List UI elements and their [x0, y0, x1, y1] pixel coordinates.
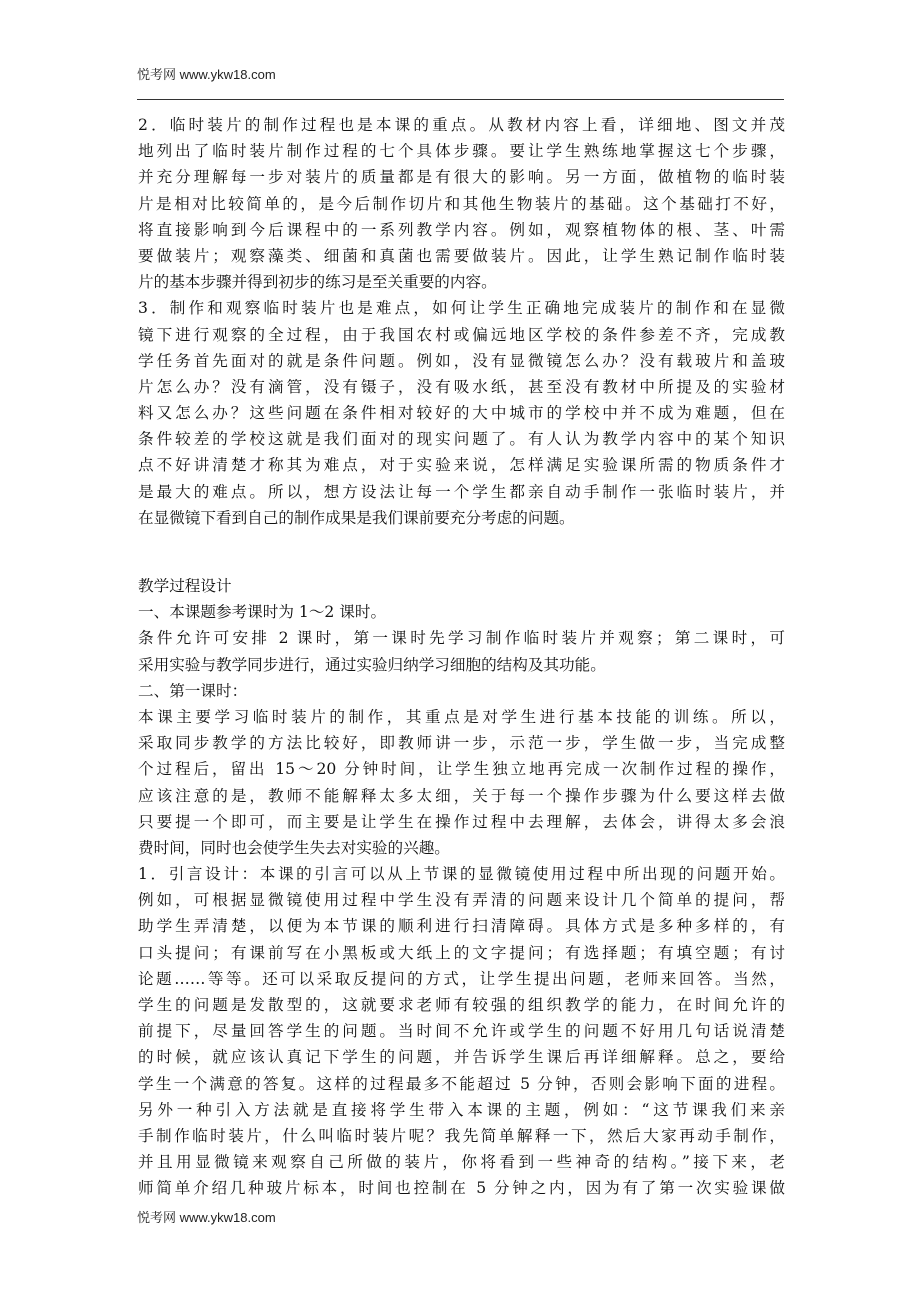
text-line: 应该注意的是，教师不能解释太多太细，关于每一个操作步骤为什么要这样去做	[138, 786, 785, 805]
paragraph-block-key-points	[138, 112, 798, 531]
text-line: 的时候，就应该认真记下学生的问题，并告诉学生课后再详细解释。总之，要给	[138, 1048, 785, 1067]
section-spacer	[138, 531, 798, 573]
text-line: 个过程后，留出 15～20 分钟时间，让学生独立地再完成一次制作过程的操作，	[138, 760, 785, 779]
text-line: 点不好讲清楚才称其为难点，对于实验来说，怎样满足实验课所需的物质条件才	[138, 456, 785, 475]
text-line: 镜下进行观察的全过程，由于我国农村或偏远地区学校的条件参差不齐，完成教	[138, 325, 785, 344]
text-line: 料又怎么办？这些问题在条件相对较好的大中城市的学校中并不成为难题，但在	[138, 404, 785, 423]
text-line: 在显微镜下看到自己的制作成果是我们课前要充分考虑的问题。	[138, 508, 575, 527]
text-line: 片是相对比较简单的，是今后制作切片和其他生物装片的基础。这个基础打不好，	[138, 194, 785, 213]
section-heading: 教学过程设计	[138, 577, 232, 595]
text-line: 论题……等等。还可以采取反提问的方式，让学生提出问题，老师来回答。当然，	[138, 969, 785, 988]
paragraph-block-teaching-design	[138, 573, 798, 1202]
text-line: 师简单介绍几种玻片标本，时间也控制在 5 分钟之内，因为有了第一次实验课做	[138, 1179, 785, 1198]
text-line: 只要提一个即可，而主要是让学生在操作过程中去理解，去体会，讲得太多会浪	[138, 812, 785, 831]
text-line: 2．临时装片的制作过程也是本课的重点。从教材内容上看，详细地、图文并茂	[138, 116, 785, 134]
text-line: 学生的问题是发散型的，这就要求老师有较强的组织教学的能力，在时间允许的	[138, 996, 785, 1014]
text-line: 例如，可根据显微镜使用过程中学生没有弄清的问题来设计几个简单的提问，帮	[138, 891, 785, 910]
header-divider	[137, 99, 784, 100]
text-line: 前提下，尽量回答学生的问题。当时间不允许或学生的问题不好用几句话说清楚	[138, 1022, 785, 1041]
text-line: 是最大的难点。所以，想方设法让每一个学生都亲自动手制作一张临时装片，并	[138, 482, 785, 501]
text-line: 助学生弄清楚，以便为本节课的顺利进行扫清障碍。具体方式是多种多样的，有	[138, 917, 785, 936]
text-line: 要做装片；观察藻类、细菌和真菌也需要做装片。因此，让学生熟记制作临时装	[138, 246, 785, 265]
text-line: 片怎么办？没有滴管，没有镊子，没有吸水纸，甚至没有教材中所提及的实验材	[138, 377, 785, 396]
text-line: 3．制作和观察临时装片也是难点，如何让学生正确地完成装片的制作和在显微	[138, 299, 785, 318]
text-line: 1．引言设计：本课的引言可以从上节课的显微镜使用过程中所出现的问题开始。	[138, 865, 785, 884]
text-line: 并充分理解每一步对装片的质量都是有很大的影响。另一方面，做植物的临时装	[138, 168, 785, 187]
text-line: 地列出了临时装片制作过程的七个具体步骤。要让学生熟练地掌握这七个步骤，	[138, 142, 785, 161]
text-line: 口头提问；有课前写在小黑板或大纸上的文字提问；有选择题；有填空题；有讨	[138, 943, 785, 962]
text-line: 条件允许可安排 2 课时，第一课时先学习制作临时装片并观察；第二课时，可	[138, 629, 785, 648]
text-line: 将直接影响到今后课程中的一系列教学内容。例如，观察植物体的根、茎、叶需	[138, 220, 785, 239]
text-line: 采取同步教学的方法比较好，即教师讲一步，示范一步，学生做一步，当完成整	[138, 734, 785, 753]
text-line: 一、本课题参考课时为 1～2 课时。	[138, 603, 387, 622]
text-line: 采用实验与教学同步进行，通过实验归纳学习细胞的结构及其功能。	[138, 655, 606, 674]
text-line: 并且用显微镜来观察自己所做的装片，你将看到一些神奇的结构。”接下来，老	[138, 1153, 785, 1172]
text-line: 学任务首先面对的就是条件问题。例如，没有显微镜怎么办？没有载玻片和盖玻	[138, 351, 785, 370]
site-header: 悦考网 www.ykw18.com	[137, 67, 276, 82]
text-line: 手制作临时装片，什么叫临时装片呢？我先简单解释一下，然后大家再动手制作，	[138, 1126, 785, 1145]
text-line: 条件较差的学校这就是我们面对的现实问题了。有人认为教学内容中的某个知识	[138, 430, 785, 449]
text-line: 片的基本步骤并得到初步的练习是至关重要的内容。	[138, 273, 497, 292]
site-footer: 悦考网 www.ykw18.com	[137, 1210, 276, 1225]
text-line: 二、第一课时：	[138, 681, 248, 700]
text-line: 本课主要学习临时装片的制作，其重点是对学生进行基本技能的训练。所以，	[138, 707, 785, 726]
document-body	[138, 112, 798, 1202]
text-line: 另外一种引入方法就是直接将学生带入本课的主题，例如：“这节课我们来亲	[138, 1100, 785, 1119]
text-line: 费时间，同时也会使学生失去对实验的兴趣。	[138, 838, 450, 857]
text-line: 学生一个满意的答复。这样的过程最多不能超过 5 分钟，否则会影响下面的进程。	[138, 1074, 785, 1093]
